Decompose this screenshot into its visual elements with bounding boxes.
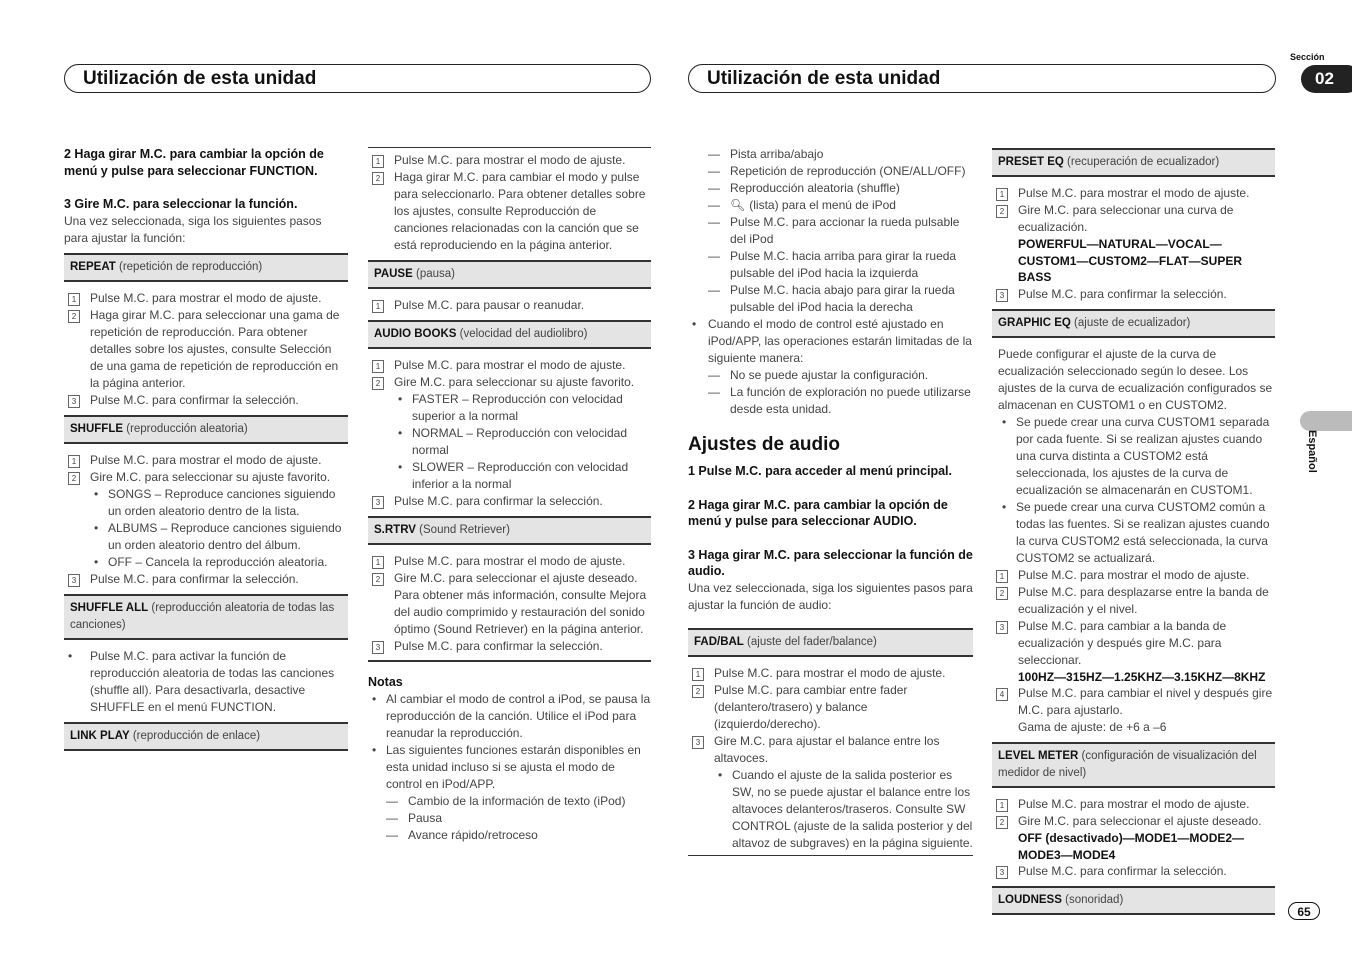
level-meter-header: LEVEL METER (configuración de visualización del medidor de nivel) [992,742,1275,788]
srtrv-header: S.RTRV (Sound Retriever) [368,516,651,545]
left-header-title: Utilización de esta unidad [83,68,317,89]
srtrv-step-3: Pulse M.C. para confirmar la selección. [394,639,603,653]
geq-bullet-2: Se puede crear una curva CUSTOM2 común a todas las fuentes. Si se realizan ajustes cuando la curva CUSTOM2 está seleccionada, la curva CUSTOM2 se actualizará. [1016,499,1270,565]
shuffle-opt-off: OFF – Cancela la reproducción aleatoria. [108,554,328,569]
repeat-header: REPEAT (repetición de reproducción) [64,253,348,282]
column-1: 2 Haga girar M.C. para cambiar la opción de menú y pulse para seleccionar FUNCTION. 3 Gire M.C. para seleccionar la función. Una vez seleccionada, siga los siguientes pasos para ajustar la función: REPEAT (repetición de reproducción) 1 Pulse M.C. para mostrar el modo de ajuste. 2 Haga girar M.C. para seleccionar una gama de repetición de reproducción. Para obtener detalles sobre los ajustes, consulte Selección de una gama de repetición de reproducción en la página anterior. 3 Pulse M.C. para confirmar la selección. SHUFFLE (reproducción aleatoria) 1 Pulse M.C. para mostrar el modo de ajuste. 2 Gire M.C. para seleccionar su ajuste favorito. • SONGS – Reproduce canciones siguiendo un orden aleatorio dentro de la lista. • ALBUMS – Reproduce canciones siguiendo un orden aleatorio dentro del álbum. • OFF – Cancela la reproducción aleatoria. 3 Pulse M.C. para confirmar la selección. SHUFFLE ALL (reproducción aleatoria de todas las canciones) • Pulse M.C. para activar la función de reproducción aleatoria de todas las canciones (shuffle all). Para desactivarla, desactive SHUFFLE en el menú FUNCTION. LINK PLAY (reproducción de enlace) [64,146,348,759]
shuffle-header: SHUFFLE (reproducción aleatoria) [64,415,348,444]
peq-step-1: Pulse M.C. para mostrar el modo de ajuste. [1018,186,1250,200]
note-dash-1: Cambio de la información de texto (iPod) [408,793,626,808]
shuffle-step-1: Pulse M.C. para mostrar el modo de ajuste. [90,452,322,467]
step-2: 2 Haga girar M.C. para cambiar la opción de menú y pulse para seleccionar FUNCTION. [64,147,324,178]
page-number: 65 [1288,902,1320,920]
step-3-desc: Una vez seleccionada, siga los siguientes pasos para ajustar la función: [64,213,322,245]
shuffle-opt-albums: ALBUMS – Reproduce canciones siguiendo un orden aleatorio dentro del álbum. [108,520,342,552]
lm-step-1: Pulse M.C. para mostrar el modo de ajuste. [1018,797,1250,811]
peq-step-2: Gire M.C. para seleccionar una curva de ecualización. [1018,203,1234,234]
ipod-dash-7: Pulse M.C. hacia abajo para girar la rueda pulsable del iPod hacia la derecha [730,283,955,314]
audio-books-step-2: Gire M.C. para seleccionar su ajuste favorito. [394,375,635,389]
geq-step-3: Pulse M.C. para cambiar a la banda de ecualización y después gire M.C. para seleccionar. [1018,618,1227,667]
ab-opt-slower: SLOWER – Reproducción con velocidad inferior a la normal [412,460,629,491]
ipod-dash-1: Pista arriba/abajo [730,147,824,161]
ipod-dash-4: (lista) para el menú de iPod [749,198,896,212]
srtrv-step-1: Pulse M.C. para mostrar el modo de ajuste. [394,554,626,568]
note-dash-2: Pausa [408,810,443,825]
pause-header: PAUSE (pausa) [368,260,651,289]
geq-range: Gama de ajuste: de +6 a –6 [1018,720,1167,734]
repeat-step-2: Haga girar M.C. para seleccionar una gama de repetición de reproducción. Para obtener detalles sobre los ajustes, consulte Selección de una gama de repetición de reproducción en la página anterior. [90,307,340,390]
geq-step-4: Pulse M.C. para cambiar el nivel y después gire M.C. para ajustarlo. [1018,686,1273,717]
audio-step-3-desc: Una vez seleccionada, siga los siguientes pasos para ajustar la función de audio: [688,580,973,612]
note-2: Las siguientes funciones estarán disponibles en esta unidad incluso si se ajusta el modo de control en iPod/APP. [386,742,641,791]
right-header-title: Utilización de esta unidad [707,68,941,89]
right-header [688,64,1276,93]
audio-step-1: 1 Pulse M.C. para acceder al menú principal. [688,464,952,478]
column-3: — Pista arriba/abajo — Repetición de reproducción (ONE/ALL/OFF) — Reproducción aleatoria (shuffle) — 🔍︎ (lista) para el menú de iPod — Pulse M.C. para accionar la rueda pulsable del iPod — Pulse M.C. hacia arriba para girar la rueda pulsable del iPod hacia la izquierda — Pulse M.C. hacia abajo para girar la rueda pulsable del iPod hacia la derecha • Cuando el modo de control esté ajustado en iPod/APP, las operaciones estarán limitadas de la siguiente manera: — No se puede ajustar la configuración. — La función de exploración no puede utilizarse desde esta unidad. Ajustes de audio 1 Pulse M.C. para acceder al menú principal. 2 Haga girar M.C. para cambiar la opción de menú y pulse para seleccionar AUDIO. 3 Haga girar M.C. para seleccionar la función de audio. Una vez seleccionada, siga los siguientes pasos para ajustar la función de audio: FAD/BAL (ajuste del fader/balance) 1 Pulse M.C. para mostrar el modo de ajuste. 2 Pulse M.C. para cambiar entre fader (delantero/trasero) y balance (izquierdo/derecho). 3 Gire M.C. para ajustar el balance entre los altavoces. • Cuando el ajuste de la salida posterior es SW, no se puede ajustar el balance entre los altavoces delanteros/traseros. Consulte SW CONTROL (ajuste de la salida posterior y del altavoz de subgraves) en la página siguiente. [688,146,973,860]
lm-step-2: Gire M.C. para seleccionar el ajuste deseado. [1018,814,1262,828]
fad-step-1: Pulse M.C. para mostrar el modo de ajuste. [714,665,946,680]
ab-opt-normal: NORMAL – Reproducción con velocidad normal [412,426,627,457]
ipod-dash-5: Pulse M.C. para accionar la rueda pulsable del iPod [730,215,960,246]
language-tab [1300,411,1352,431]
ipod-dash-2: Repetición de reproducción (ONE/ALL/OFF) [730,164,966,178]
language-label: Español [1306,430,1318,473]
loudness-header: LOUDNESS (sonoridad) [992,886,1275,915]
step-3: 3 Gire M.C. para seleccionar la función. [64,197,298,211]
repeat-step-1: Pulse M.C. para mostrar el modo de ajuste. [90,290,322,305]
ipod-dash-3: Reproducción aleatoria (shuffle) [730,181,900,195]
shuffle-opt-songs: SONGS – Reproduce canciones siguiendo un orden aleatorio dentro de la lista. [108,486,336,518]
fad-bal-header: FAD/BAL (ajuste del fader/balance) [688,628,973,657]
ipod-limit-bullet: Cuando el modo de control esté ajustado en iPod/APP, las operaciones estarán limitadas de la siguiente manera: [708,317,972,365]
column-4: PRESET EQ (recuperación de ecualizador) 1 Pulse M.C. para mostrar el modo de ajuste. 2 Gire M.C. para seleccionar una curva de ecualización. POWERFUL—NATURAL—VOCAL—CUSTOM1—CUSTOM2—FLAT—SUPER BASS 3 Pulse M.C. para confirmar la selección. GRAPHIC EQ (ajuste de ecualizador) Puede configurar el ajuste de la curva de ecualización seleccionado según lo desee. Los ajustes de la curva de ecualización configurados se almacenan en CUSTOM1 o en CUSTOM2. • Se puede crear una curva CUSTOM1 separada por cada fuente. Si se realizan ajustes cuando una curva distinta a CUSTOM2 está seleccionada, los ajustes de la curva de ecualización se almacenarán en CUSTOM1. • Se puede crear una curva CUSTOM2 común a todas las fuentes. Si se realizan ajustes cuando la curva CUSTOM2 está seleccionada, la curva CUSTOM2 se actualizará. 1 Pulse M.C. para mostrar el modo de ajuste. 2 Pulse M.C. para desplazarse entre la banda de ecualización y el nivel. 3 Pulse M.C. para cambiar a la banda de ecualización y después gire M.C. para seleccionar. 100HZ—315HZ—1.25KHZ—3.15KHZ—8KHZ 4 Pulse M.C. para cambiar el nivel y después gire M.C. para ajustarlo. Gama de ajuste: de +6 a –6 LEVEL METER (configuración de visualización del medidor de nivel) 1 Pulse M.C. para mostrar el modo de ajuste. 2 Gire M.C. para seleccionar el ajuste deseado. OFF (desactivado)—MODE1—MODE2—MODE3—MODE4 3 Pulse M.C. para confirmar la selección. LOUDNESS (sonoridad) [992,146,1275,923]
link-play-step-1: Pulse M.C. para mostrar el modo de ajuste. [394,153,626,167]
graphic-eq-header: GRAPHIC EQ (ajuste de ecualizador) [992,309,1275,338]
limit-dash-2: La función de exploración no puede utilizarse desde esta unidad. [730,385,971,416]
notes-title: Notas [368,675,403,689]
lm-options: OFF (desactivado)—MODE1—MODE2—MODE3—MODE4 [1018,831,1245,862]
section-number-badge: 02 [1301,65,1352,93]
shuffle-all-header: SHUFFLE ALL (reproducción aleatoria de todas las canciones) [64,594,348,640]
limit-dash-1: No se puede ajustar la configuración. [730,368,929,382]
note-dash-3: Avance rápido/retroceso [408,827,538,842]
shuffle-step-3: Pulse M.C. para confirmar la selección. [90,571,299,586]
ab-opt-faster: FASTER – Reproducción con velocidad superior a la normal [412,392,623,423]
shuffle-step-2: Gire M.C. para seleccionar su ajuste favorito. [90,469,331,484]
geq-bullet-1: Se puede crear una curva CUSTOM1 separada por cada fuente. Si se realizan ajustes cuando una curva distinta a CUSTOM2 está seleccionada, los ajustes de la curva de ecualización se almacenarán en CUSTOM1. [1016,414,1270,497]
audio-step-2: 2 Haga girar M.C. para cambiar la opción de menú y pulse para seleccionar AUDIO. [688,497,948,528]
peq-options: POWERFUL—NATURAL—VOCAL—CUSTOM1—CUSTOM2—FLAT—SUPER BASS [1018,237,1243,284]
link-play-header: LINK PLAY (reproducción de enlace) [64,722,348,751]
audio-books-header: AUDIO BOOKS (velocidad del audiolibro) [368,320,651,349]
fad-sw-note: Cuando el ajuste de la salida posterior es SW, no se puede ajustar el balance entre los altavoces delanteros/traseros. Consulte SW CONTROL (ajuste de la salida posterior y del altavoz de subgraves) en la página siguiente. [732,767,973,850]
shuffle-all-bullet: Pulse M.C. para activar la función de reproducción aleatoria de todas las canciones (shuffle all). Para desactivarla, desactive SHUFFLE en el menú FUNCTION. [90,648,335,714]
lm-step-3: Pulse M.C. para confirmar la selección. [1018,864,1227,878]
fad-step-2: Pulse M.C. para cambiar entre fader (delantero/trasero) y balance (izquierdo/derecho). [714,682,908,731]
peq-step-3: Pulse M.C. para confirmar la selección. [1018,286,1227,301]
link-play-step-2: Haga girar M.C. para cambiar el modo y pulse para seleccionarlo. Para obtener detalles sobre los ajustes, consulte Reproducción de canciones relacionadas con la canción que se está reproduciendo en la página anterior. [394,170,646,252]
ipod-dash-6: Pulse M.C. hacia arriba para girar la rueda pulsable del iPod hacia la izquierda [730,249,957,280]
pause-step-1: Pulse M.C. para pausar o reanudar. [394,298,585,312]
repeat-step-3: Pulse M.C. para confirmar la selección. [90,392,299,407]
note-1: Al cambiar el modo de control a iPod, se pausa la reproducción de la canción. Utilice el iPod para reanudar la reproducción. [386,691,651,740]
search-icon: 🔍︎ [730,198,746,212]
audio-books-step-1: Pulse M.C. para mostrar el modo de ajuste. [394,358,626,372]
left-header [64,64,651,93]
srtrv-step-2: Gire M.C. para seleccionar el ajuste deseado. Para obtener más información, consulte Mejora del audio comprimido y restauración del sonido óptimo (Sound Retriever) en la página anterior. [394,571,647,636]
audio-step-3: 3 Haga girar M.C. para seleccionar la función de audio. [688,547,973,578]
geq-bands: 100HZ—315HZ—1.25KHZ—3.15KHZ—8KHZ [1018,669,1266,684]
column-2: 1 Pulse M.C. para mostrar el modo de ajuste. 2 Haga girar M.C. para cambiar el modo y pulse para seleccionarlo. Para obtener detalles sobre los ajustes, consulte Reproducción de canciones relacionadas con la canción que se está reproduciendo en la página anterior. PAUSE (pausa) 1 Pulse M.C. para pausar o reanudar. AUDIO BOOKS (velocidad del audiolibro) 1 Pulse M.C. para mostrar el modo de ajuste. 2 Gire M.C. para seleccionar su ajuste favorito. • FASTER – Reproducción con velocidad superior a la normal • NORMAL – Reproducción con velocidad normal • SLOWER – Reproducción con velocidad inferior a la normal 3 Pulse M.C. para confirmar la selección. S.RTRV (Sound Retriever) 1 Pulse M.C. para mostrar el modo de ajuste. 2 Gire M.C. para seleccionar el ajuste deseado. Para obtener más información, consulte Mejora del audio comprimido y restauración del sonido óptimo (Sound Retriever) en la página anterior. 3 Pulse M.C. para confirmar la selección. Notas • Al cambiar el modo de control a iPod, se pausa la reproducción de la canción. Utilice el iPod para reanudar la reproducción. • Las siguientes funciones estarán disponibles en esta unidad incluso si se ajusta el modo de control en iPod/APP. — Cambio de la información de texto (iPod) — Pausa — Avance rápido/retroceso [368,146,651,844]
geq-step-2: Pulse M.C. para desplazarse entre la banda de ecualización y el nivel. [1018,584,1269,616]
fad-step-3: Gire M.C. para ajustar el balance entre los altavoces. [714,733,940,765]
preset-eq-header: PRESET EQ (recuperación de ecualizador) [992,148,1275,177]
audio-settings-heading: Ajustes de audio [688,434,841,455]
geq-desc: Puede configurar el ajuste de la curva de ecualización seleccionado según lo desee. Los ajustes de la curva de ecualización configurados se almacenan en CUSTOM1 o en CUSTOM2. [998,346,1273,412]
section-label: Sección [1290,52,1325,62]
geq-step-1: Pulse M.C. para mostrar el modo de ajuste. [1018,567,1250,582]
audio-books-step-3: Pulse M.C. para confirmar la selección. [394,494,603,508]
